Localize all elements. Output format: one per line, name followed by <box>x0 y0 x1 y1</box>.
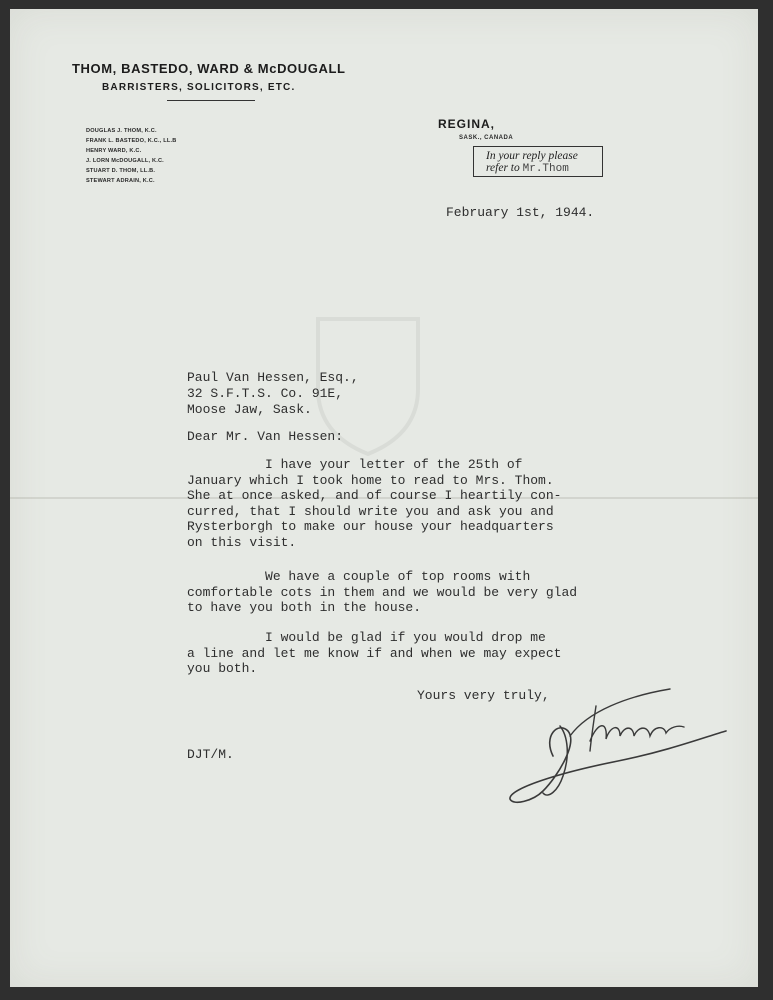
reply-refer-label: refer to <box>486 162 520 174</box>
partner-name: J. LORN McDOUGALL, K.C. <box>86 158 164 164</box>
firm-name: THOM, BASTEDO, WARD & McDOUGALL <box>72 61 346 76</box>
letterhead-divider <box>167 100 255 101</box>
letter-date: February 1st, 1944. <box>446 205 595 220</box>
partner-list <box>86 126 176 186</box>
partner-name: DOUGLAS J. THOM, K.C. <box>86 128 157 134</box>
partner-name: STEWART ADRAIN, K.C. <box>86 178 155 184</box>
body-paragraph: I have your letter of the 25th of January which I took home to read to Mrs. Thom. She at once asked, and of course I heartily con- curred, that I should write you and ask you and Rysterborgh to make our house your headquarters on this visit. <box>187 457 562 550</box>
body-paragraph: We have a couple of top rooms with comfortable cots in them and we would be very glad to have you both in the house. <box>187 569 578 616</box>
recipient-line: 32 S.F.T.S. Co. 91E, <box>187 386 344 401</box>
recipient-line: Paul Van Hessen, Esq., <box>187 370 359 385</box>
recipient-line: Moose Jaw, Sask. <box>187 402 312 417</box>
handwritten-signature <box>498 681 728 811</box>
partner-name: STUART D. THOM, LL.B. <box>86 168 156 174</box>
reply-instruction: In your reply please <box>486 150 578 162</box>
salutation: Dear Mr. Van Hessen: <box>187 429 344 444</box>
typist-initials: DJT/M. <box>187 747 234 762</box>
partner-name: HENRY WARD, K.C. <box>86 148 142 154</box>
recipient-address <box>187 370 359 418</box>
office-city: REGINA, <box>438 117 496 131</box>
office-province: SASK., CANADA <box>459 135 514 141</box>
reply-reference-box <box>473 146 603 177</box>
firm-subtitle: BARRISTERS, SOLICITORS, ETC. <box>102 82 296 93</box>
reply-reference-name: Mr.Thom <box>522 163 569 175</box>
partner-name: FRANK L. BASTEDO, K.C., LL.B <box>86 138 177 144</box>
body-paragraph: I would be glad if you would drop me a line and let me know if and when we may expect you both. <box>187 630 562 677</box>
letter-page <box>10 9 758 987</box>
closing: Yours very truly, <box>417 688 550 703</box>
